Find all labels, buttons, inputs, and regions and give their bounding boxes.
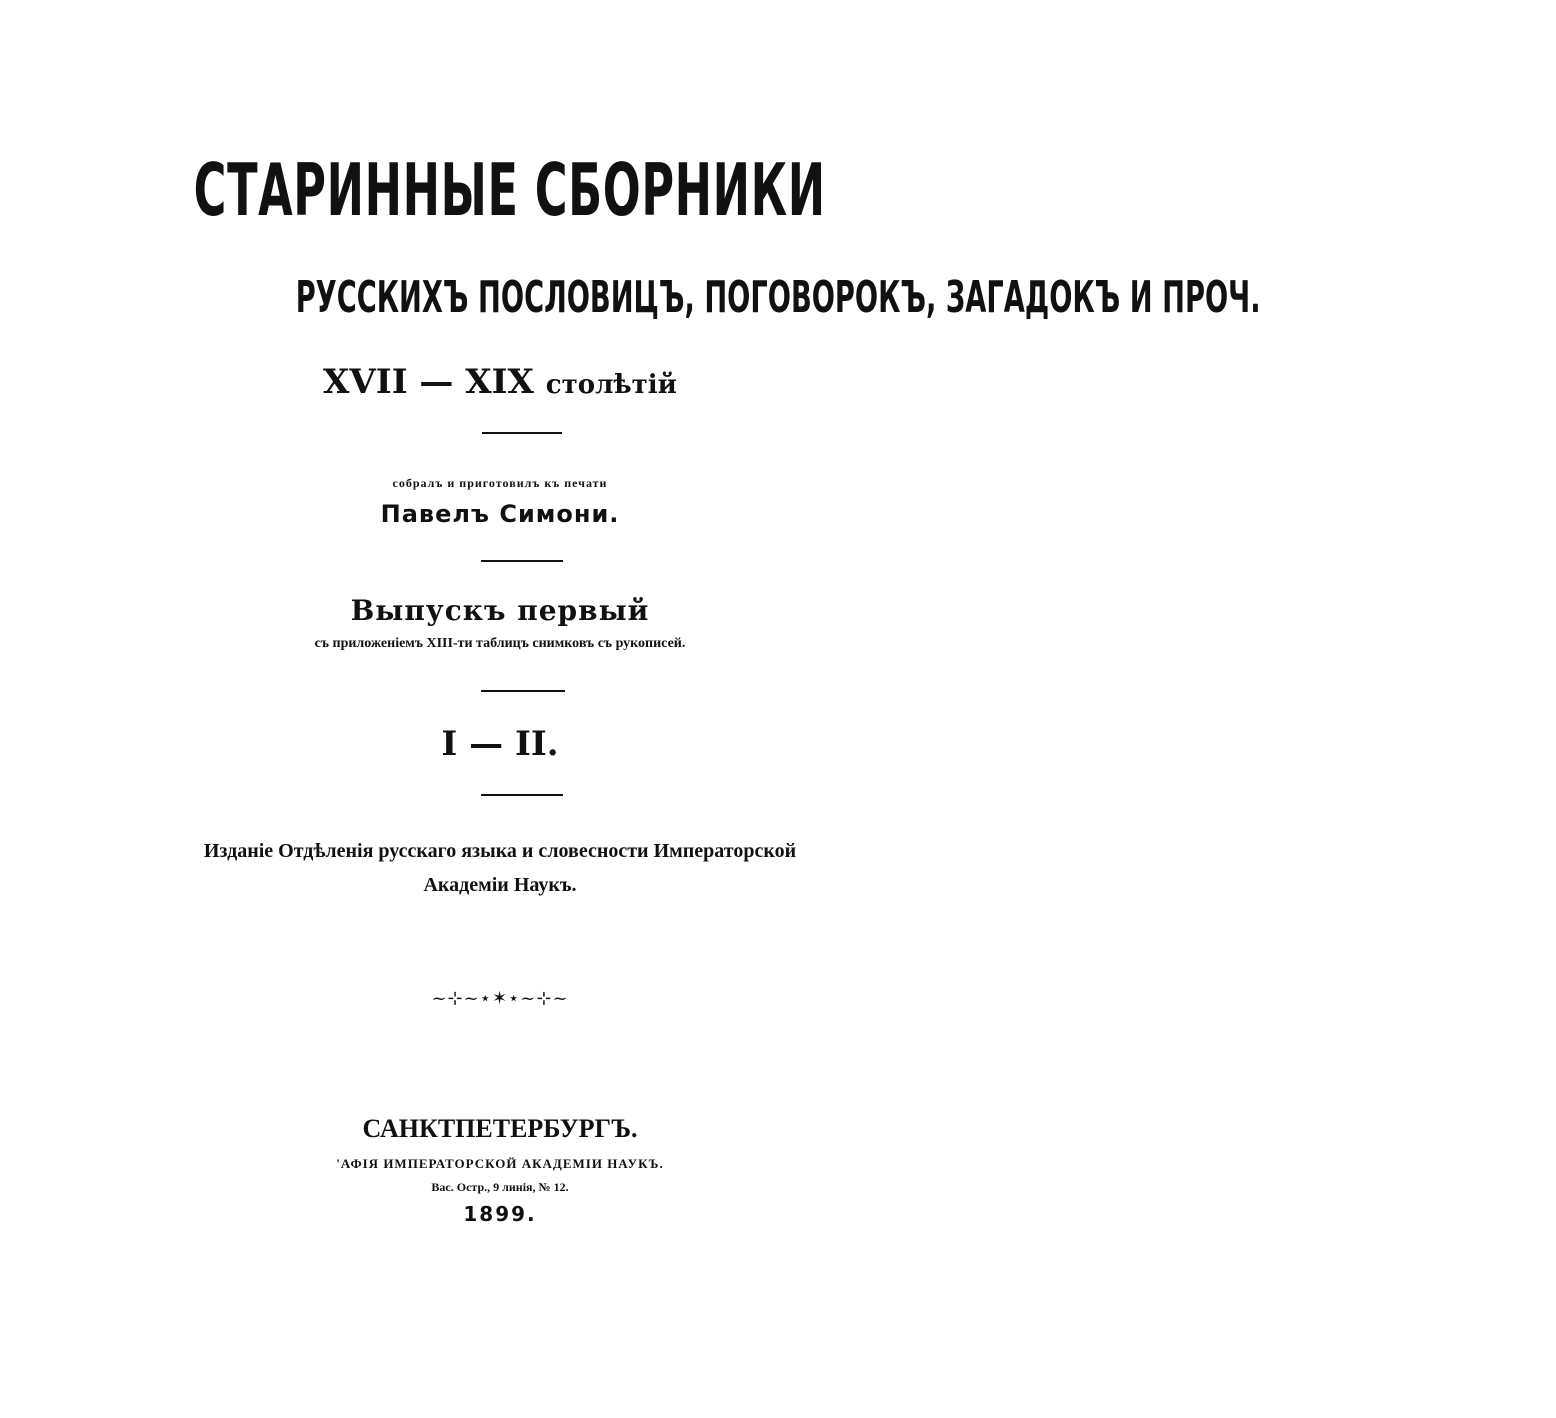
divider-rule (481, 560, 563, 562)
main-title-text: СТАРИННЫЕ СБОРНИКИ (193, 148, 826, 232)
divider-rule (482, 432, 562, 434)
main-title (0, 148, 1000, 232)
subtitle (0, 272, 1261, 323)
issue-title: Выпускъ первый (350, 594, 650, 627)
centuries-word: столѣтій (545, 370, 677, 400)
publisher-block (0, 834, 1000, 902)
imprint-city: САНКТПЕТЕРБУРГЪ. (362, 1114, 638, 1143)
volumes-label: I — II. (441, 724, 559, 764)
centuries-line (0, 362, 1000, 402)
author-name: Павелъ Симони. (380, 500, 620, 528)
divider-rule (481, 690, 565, 692)
compiled-by-line: собралъ и приготовилъ къ печати (392, 476, 608, 490)
publisher-line-1: Изданіе Отдѣленія русскаго языка и словесности Императорской (203, 840, 797, 862)
imprint-year: 1899. (463, 1202, 537, 1226)
imprint-address: Вас. Остр., 9 линія, № 12. (431, 1180, 569, 1194)
ornament-divider-icon: ~⊹~⋆✶⋆~⊹~ (431, 988, 569, 1009)
publisher-line-2: Академіи Наукъ. (423, 874, 577, 896)
subtitle-text: РУССКИХЪ ПОСЛОВИЦЪ, ПОГОВОРОКЪ, ЗАГАДОКЪ И ПРОЧ. (295, 272, 1261, 323)
issue-note: съ приложеніемъ XIII-ти таблицъ снимковъ съ рукописей. (314, 636, 686, 651)
imprint-press: 'АФІЯ ИМПЕРАТОРСКОЙ АКАДЕМІИ НАУКЪ. (336, 1156, 664, 1171)
centuries-range: XVII — XIX (323, 362, 534, 402)
divider-rule (481, 794, 563, 796)
